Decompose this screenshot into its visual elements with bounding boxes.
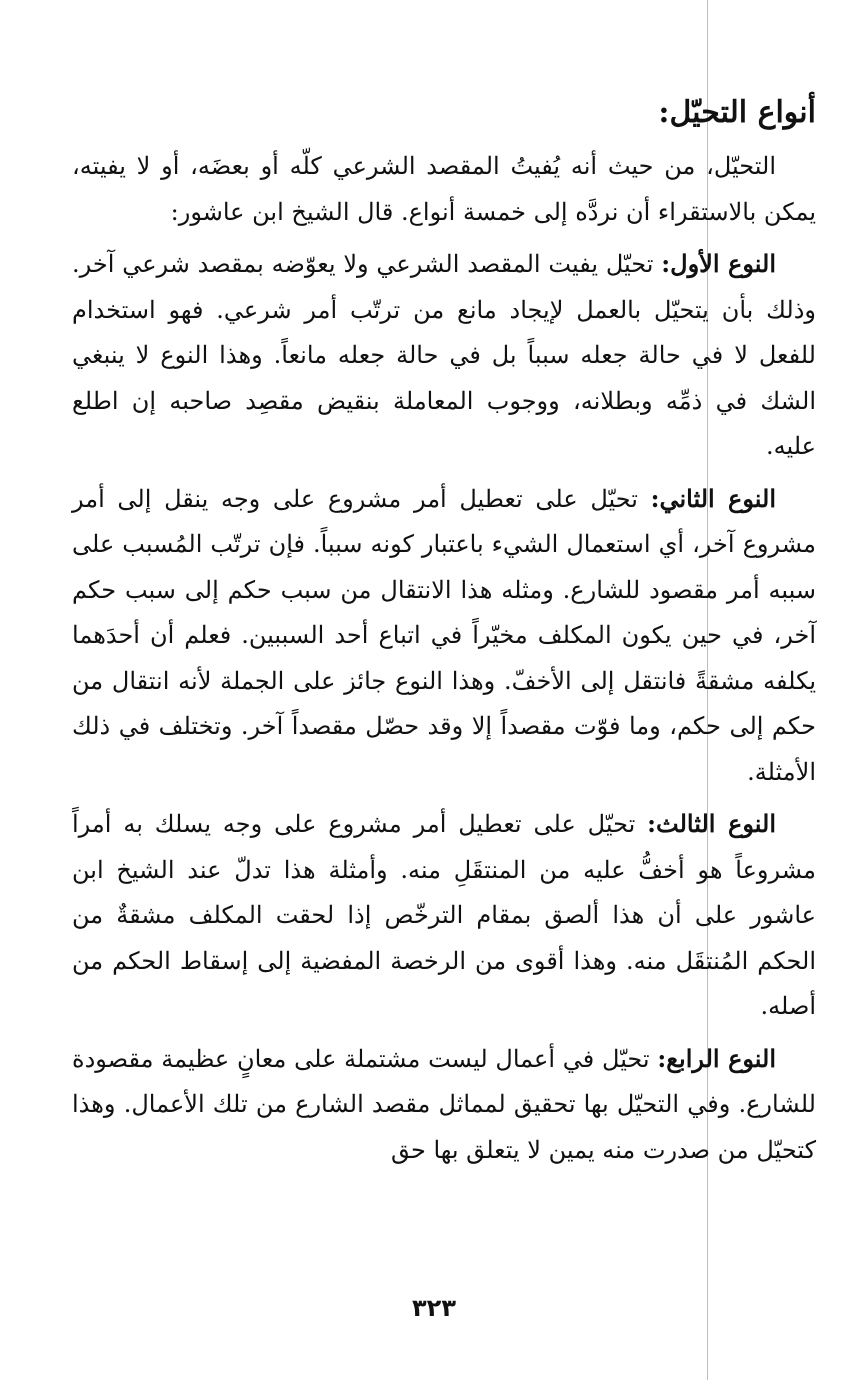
type-4-paragraph bbox=[72, 1036, 816, 1174]
type-4-term: النوع الرابع: bbox=[657, 1043, 777, 1073]
page-body bbox=[72, 88, 816, 1179]
type-2-term: النوع الثاني: bbox=[650, 483, 777, 513]
type-3-term: النوع الثالث: bbox=[647, 809, 776, 838]
type-4-text: تحيّل في أعمال ليست مشتملة على معانٍ عظيمة مقصودة للشارع. وفي التحيّل بها تحقيق لمماثل مقصد الشارع من تلك الأعمال. وهذا كتحيّل من صدرت منه يمين لا يتعلق بها حق bbox=[72, 1044, 816, 1164]
intro-paragraph: التحيّل، من حيث أنه يُفيتُ المقصد الشرعي كلّه أو بعضَه، أو لا يفيته، يمكن بالاستقراء أن نردَّه إلى خمسة أنواع. قال الشيخ ابن عاشور: bbox=[72, 152, 816, 226]
section-heading: أنواع التحيّل: bbox=[658, 95, 816, 130]
type-1-text: تحيّل يفيت المقصد الشرعي ولا يعوّضه بمقصد شرعي آخر. وذلك بأن يتحيّل بالعمل لإيجاد مانع من ترتّب أمر شرعي. فهو استخدام للفعل لا في حالة جعله سبباً بل في حالة جعله مانعاً. وهذا النوع لا ينبغي الشك في ذمِّه وبطلانه، ووجوب المعاملة بنقيض مقصِد صاحبه إن اطلع عليه. bbox=[72, 250, 816, 460]
type-2-paragraph bbox=[72, 476, 816, 796]
page-number: ٣٢٣ bbox=[412, 1294, 456, 1322]
type-2-text: تحيّل على تعطيل أمر مشروع على وجه ينقل إلى أمر مشروع آخر، أي استعمال الشيء باعتبار كونه سبباً. فإن ترتّب المُسبب على سببه أمر مقصود للشارع. ومثله هذا الانتقال من سبب حكم إلى سبب حكم آخر، في حين يكون المكلف مخيّراً في اتباع أحد السببين. فعلم أن أحدَهما يكلفه مشقةً فانتقل إلى الأخفّ. وهذا النوع جائز على الجملة لأنه انتقال من حكم إلى حكم، وما فوّت مقصداً إلا وقد حصّل مقصداً آخر. وتختلف في ذلك الأمثلة. bbox=[72, 484, 816, 786]
type-3-paragraph bbox=[72, 801, 816, 1030]
type-3-text: تحيّل على تعطيل أمر مشروع على وجه يسلك به أمراً مشروعاً هو أخفُّ عليه من المنتقَلِ منه. وأمثلة هذا تدلّ عند الشيخ ابن عاشور على أن هذا ألصق بمقام الترخّص إذا لحقت المكلف مشقةٌ من الحكم المُنتقَل منه. وهذا أقوى من الرخصة المفضية إلى إسقاط الحكم من أصله. bbox=[72, 810, 816, 1020]
type-1-term: النوع الأول: bbox=[661, 249, 776, 278]
type-1-paragraph bbox=[72, 241, 816, 470]
